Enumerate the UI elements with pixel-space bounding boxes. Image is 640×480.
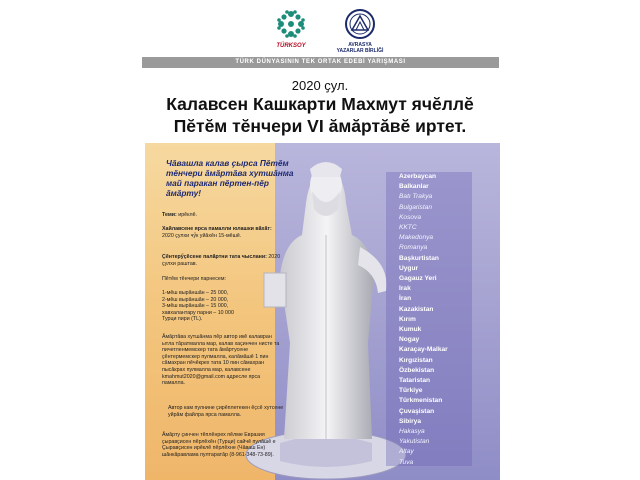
country-item: Uygur [399, 264, 419, 272]
country-item: Altay [399, 448, 414, 456]
prize-item: хавхалантару парни – 10 000 [162, 309, 234, 316]
country-item: Başkurtistan [399, 254, 439, 262]
theme-block [162, 212, 284, 219]
prize-item: Турци пири (TL). [162, 316, 203, 323]
country-item: Nogay [399, 336, 420, 344]
turksoy-logo-text: TÜRKSOY [276, 43, 306, 49]
prizes-title: Пĕтĕм тĕнчери парнесем: [162, 276, 226, 282]
year-label: 2020 ҫул. [291, 78, 349, 93]
country-item: Makedonya [399, 234, 434, 242]
country-item: Özbekistan [399, 366, 435, 374]
country-item: Karaçay-Malkar [399, 346, 448, 354]
country-item: Tataristan [399, 377, 431, 385]
prize-item: 3-мĕш вырăншăн – 15 000, [162, 303, 229, 310]
country-item: Irak [399, 285, 411, 293]
results-value: 2020 ҫулхи раштав. [162, 254, 281, 267]
country-item: Kırgızistan [399, 356, 433, 364]
contest-banner: TÜRK DÜNYASININ TEK ORTAK EDEBİ YARIŞMASI [142, 57, 499, 68]
theme-value: ирĕклĕ. [178, 212, 198, 218]
country-list [386, 172, 472, 466]
country-item: Sibirya [399, 417, 421, 425]
country-item: Gagauz Yeri [399, 275, 437, 283]
country-item: Bulgaristan [399, 203, 432, 211]
avrasya-logo-text-2: YAZARLAR BİRLİĞİ [336, 48, 384, 54]
poster-heading: Чăвашла калав ҫырса Пĕтĕм тĕнчери ăмăртăва хутшăнма май паракан пĕртен-пĕр ăмăрту! [166, 158, 294, 198]
country-item: Romanya [399, 244, 428, 252]
country-item: Kazakistan [399, 305, 434, 313]
country-item: Tuva [399, 458, 414, 466]
country-item: Türkmenistan [399, 397, 443, 405]
deadline-label: Хайлавсене ярса памалли юлашки вăхăт: [162, 226, 272, 232]
country-item: Batı Trakya [399, 193, 433, 201]
country-item: Kırım [399, 315, 416, 323]
prizes-list [162, 290, 284, 323]
country-item: Çuvaşistan [399, 407, 435, 415]
country-item: Balkanlar [399, 183, 429, 191]
results-block [162, 254, 284, 267]
logo-bar [0, 6, 640, 56]
country-item: KKTC [399, 224, 417, 232]
country-item: Hakasya [399, 428, 425, 436]
country-item: İran [399, 295, 412, 303]
prize-item: 1-мĕш вырăншăн – 25 000, [162, 290, 229, 296]
page-title [0, 93, 640, 137]
deadline-block [162, 226, 284, 239]
contact-paragraph: Ăмăрту ҫинчен тĕплĕнрех пĕлме Евразия ҫыравҫисен пĕрлĕхĕн (Турци) сайчĕ пулăшĕ е Ҫыравҫисен ирĕклĕ пĕрлĕхне (Чăваш Ен) шăнкăравлама пултаратăр (8-961-348-73-89). [162, 432, 276, 458]
avrasya-logo-text-1: AVRASYA [348, 42, 372, 48]
country-item: Türkiye [399, 387, 423, 395]
author-paragraph: Автор кам пулнине ҫирĕплетекен ĕҫсĕ хутсене уйрăм файлра ярса памалла. [168, 405, 284, 418]
country-item: Azerbaycan [399, 173, 437, 180]
title-line-2: Пĕтĕм тĕнчери VI ăмăртăвĕ иртет. [173, 116, 467, 136]
prize-item: 2-мĕш вырăншăн – 20 000, [162, 296, 229, 303]
country-item: Yakutistan [399, 438, 430, 446]
title-line-1: Калавсен Кашкарти Махмут ячĕллĕ [166, 94, 474, 114]
country-item: Kosova [399, 213, 421, 221]
rules-paragraph: Ăмăртăва хутшăнма пĕр автор икĕ калавран ытла тăратмалла мар, калав хаçинчен нисте та пичетленмемскер тата ăмăртусене ҫĕнтермемскер пулмалла, калăмăшĕ 1 пин сăмахран пĕчĕкрех тата 10 пин сăмахран пысăкрах пулмалла мар, калавсене kmahmut2020@gmail.com адресле ярса памалла. [162, 334, 280, 387]
deadline-value: 2020 ҫулхи чӳк уйăхĕн 15-мĕшĕ. [162, 232, 242, 239]
theme-label: Теми: [162, 212, 177, 218]
country-item: Kumuk [399, 326, 422, 334]
results-label: Ҫĕнтерӳҫĕсене палăртни тата чыслани: [162, 254, 267, 260]
